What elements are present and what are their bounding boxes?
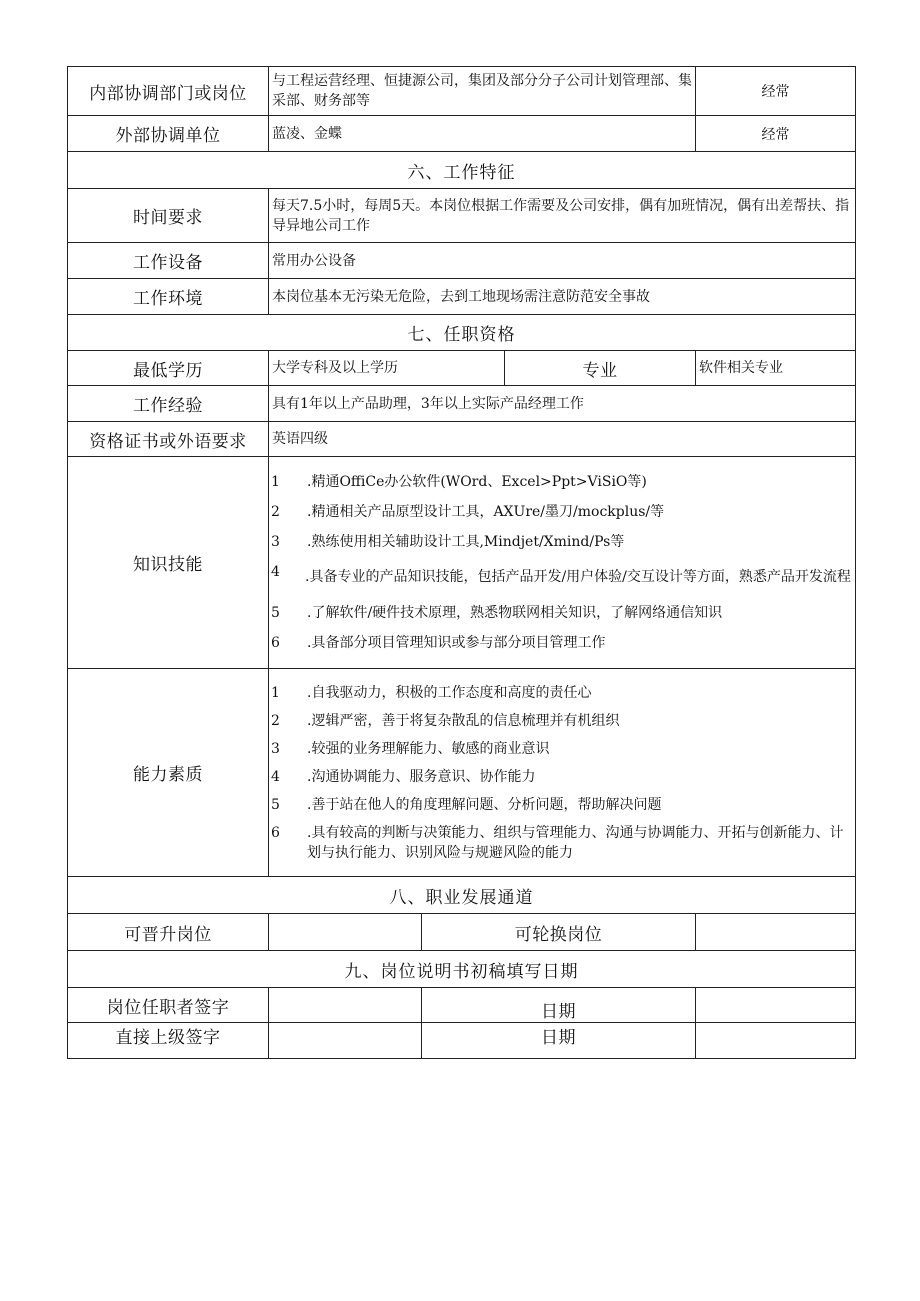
knowledge-skills-label: 知识技能 [68, 457, 269, 669]
rotation-label: 可轮换岗位 [422, 914, 696, 951]
education-value: 大学专科及以上学历 [269, 351, 505, 386]
time-requirement-label: 时间要求 [68, 189, 269, 243]
internal-coordination-label: 内部协调部门或岗位 [68, 67, 269, 116]
work-environment-label: 工作环境 [68, 279, 269, 315]
major-label: 专业 [505, 351, 696, 386]
supervisor-signature-label: 直接上级签字 [68, 1023, 269, 1059]
incumbent-signature-field[interactable] [269, 988, 422, 1023]
external-coordination-label: 外部协调单位 [68, 116, 269, 152]
section-title-career-path: 八、职业发展通道 [68, 877, 856, 914]
promotion-value [269, 914, 422, 951]
list-item: 2 .逻辑严密，善于将复杂散乱的信息梳理并有机组织 [271, 712, 620, 729]
date-label-supervisor: 日期 [422, 1023, 696, 1059]
external-coordination-row [68, 116, 856, 152]
section-title-draft-date: 九、岗位说明书初稿填写日期 [68, 951, 856, 988]
work-equipment-label: 工作设备 [68, 243, 269, 279]
list-item: 5 .善于站在他人的角度理解问题、分析问题，帮助解决问题 [271, 796, 662, 813]
section-title-work-characteristics: 六、工作特征 [68, 152, 856, 189]
knowledge-skills-list [269, 457, 856, 669]
internal-coordination-row [68, 67, 856, 116]
rotation-value [696, 914, 856, 951]
work-environment-value: 本岗位基本无污染无危险，去到工地现场需注意防范安全事故 [269, 279, 856, 315]
list-item: 3 .熟练使用相关辅助设计工具,Mindjet/Xmind/Ps等 [271, 534, 625, 550]
list-item: 2 .精通相关产品原型设计工具，AXUre/墨刀/mockplus/等 [271, 504, 665, 520]
date-label-incumbent: 日期 [422, 988, 696, 1023]
list-item: 6 .具有较高的判断与决策能力、组织与管理能力、沟通与协调能力、开拓与创新能力、计划与执行能力、识别风险与规避风险的能力 [271, 824, 844, 861]
time-requirement-value: 每天7.5小时，每周5天。本岗位根据工作需要及公司安排，偶有加班情况，偶有出差帮扶、指导异地公司工作 [269, 189, 856, 243]
date-field-incumbent[interactable] [696, 988, 856, 1023]
experience-label: 工作经验 [68, 386, 269, 422]
education-label: 最低学历 [68, 351, 269, 386]
list-item: 3 .较强的业务理解能力、敏感的商业意识 [271, 740, 550, 757]
certificate-value: 英语四级 [269, 422, 856, 457]
ability-label: 能力素质 [68, 669, 269, 877]
internal-coordination-value: 与工程运营经理、恒捷源公司，集团及部分分子公司计划管理部、集采部、财务部等 [269, 67, 696, 116]
promotion-label: 可晋升岗位 [68, 914, 269, 951]
list-item: 4 .沟通协调能力、服务意识、协作能力 [271, 768, 536, 785]
supervisor-signature-field[interactable] [269, 1023, 422, 1059]
list-item: 1 .自我驱动力，积极的工作态度和高度的责任心 [271, 684, 592, 701]
job-description-table [67, 66, 856, 1059]
list-item: 1 .精通OffiCe办公软件(WOrd、Excel>Ppt>ViSiO等) [271, 474, 647, 490]
job-description-page [67, 66, 855, 1059]
list-item: 4 .具备专业的产品知识技能，包括产品开发/用户体验/交互设计等方面，熟悉产品开发流程 [271, 564, 851, 585]
ability-list [269, 669, 856, 877]
section-title-qualifications: 七、任职资格 [68, 315, 856, 351]
experience-value: 具有1年以上产品助理，3年以上实际产品经理工作 [269, 386, 856, 422]
date-field-supervisor[interactable] [696, 1023, 856, 1059]
incumbent-signature-label: 岗位任职者签字 [68, 988, 269, 1023]
work-equipment-value: 常用办公设备 [269, 243, 856, 279]
list-item: 5 .了解软件/硬件技术原理，熟悉物联网相关知识，了解网络通信知识 [271, 605, 723, 621]
list-item: 6 .具备部分项目管理知识或参与部分项目管理工作 [271, 635, 606, 651]
certificate-label: 资格证书或外语要求 [68, 422, 269, 457]
internal-coordination-frequency: 经常 [696, 67, 856, 116]
external-coordination-frequency: 经常 [696, 116, 856, 152]
major-value: 软件相关专业 [696, 351, 856, 386]
external-coordination-value: 蓝凌、金蝶 [269, 116, 696, 152]
